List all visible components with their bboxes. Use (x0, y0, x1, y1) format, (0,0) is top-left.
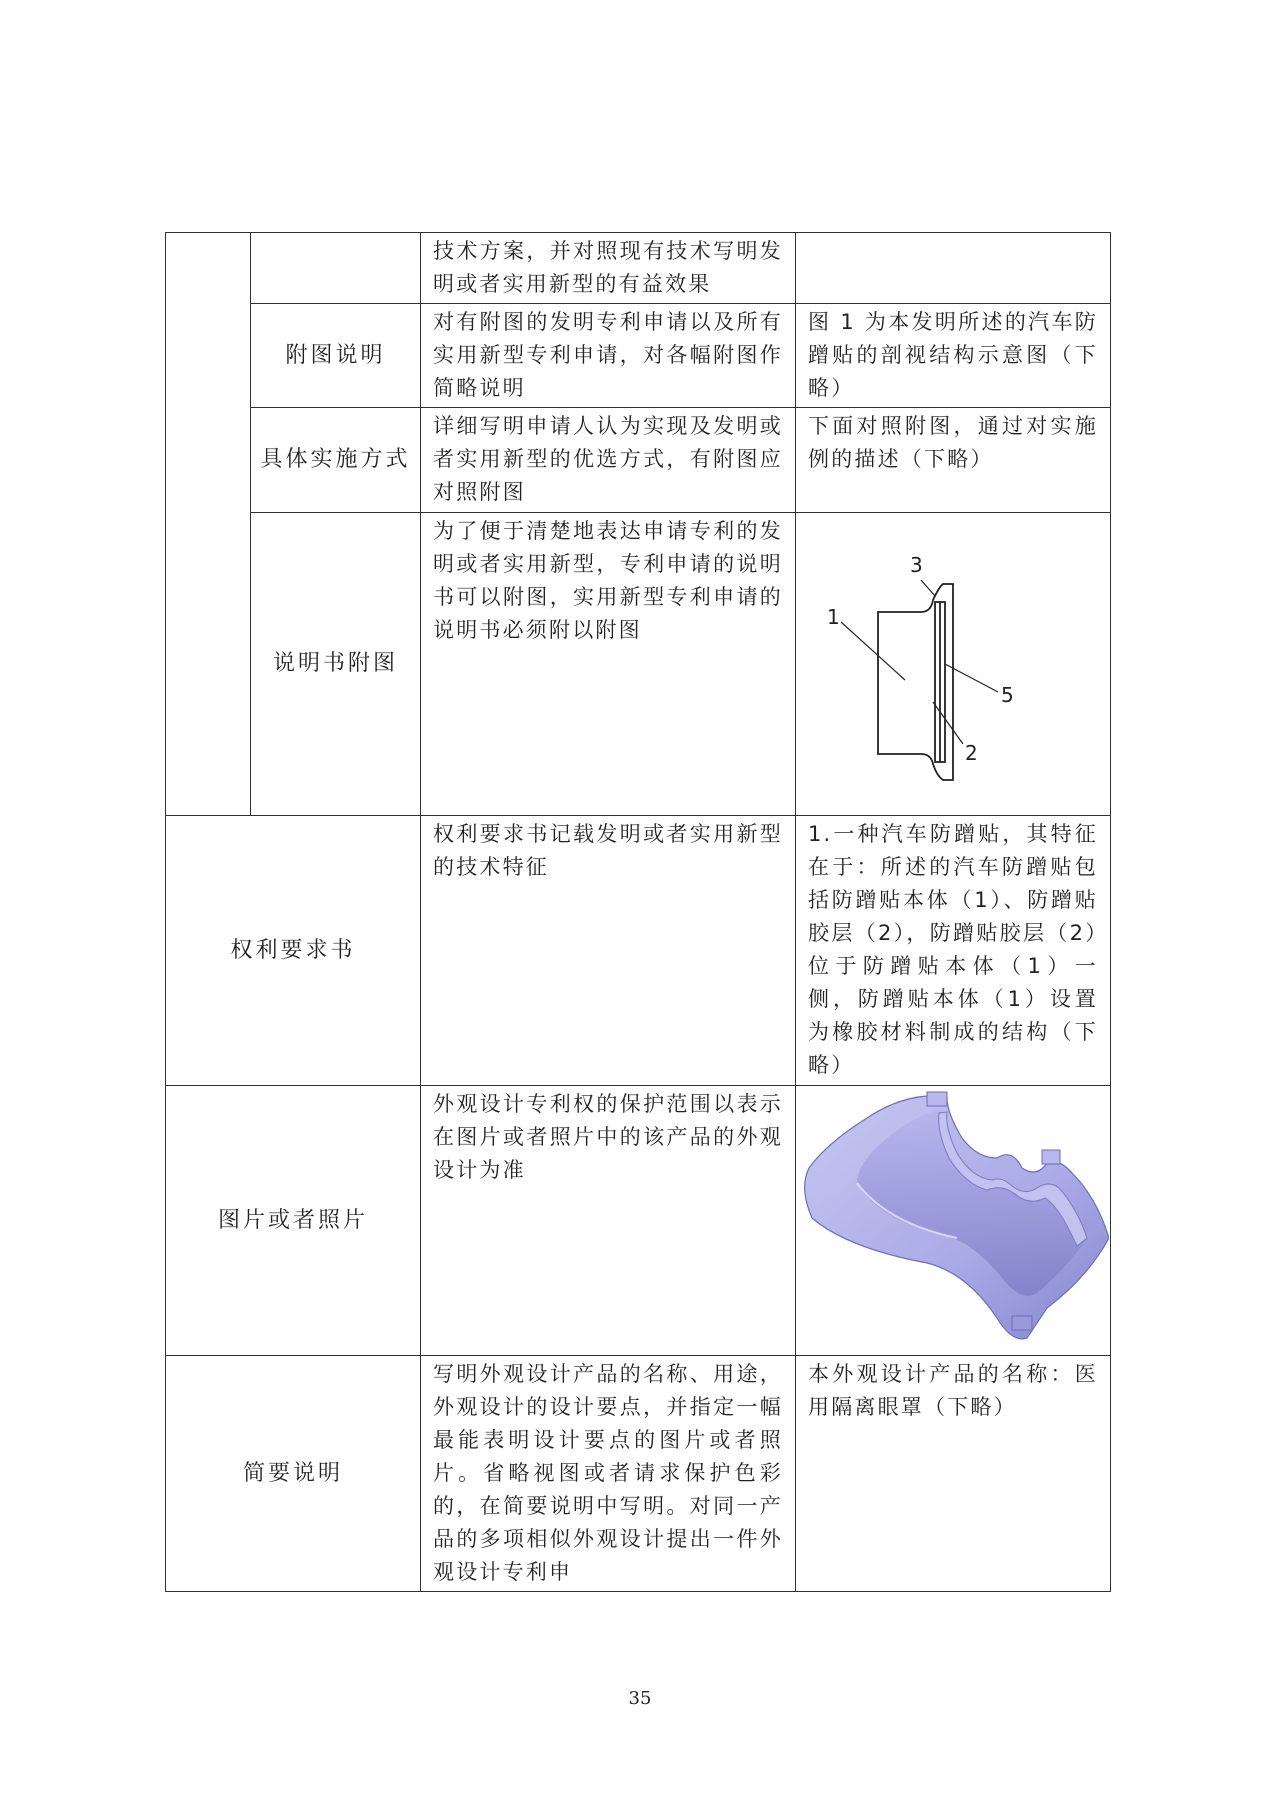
table-row (166, 233, 1111, 304)
table-row (166, 513, 1111, 816)
example-cell: 本外观设计产品的名称：医用隔离眼罩（下略） (796, 1356, 1111, 1592)
row-label-embodiment: 具体实施方式 (251, 408, 421, 513)
requirement-cell: 写明外观设计产品的名称、用途，外观设计的设计要点，并指定一幅最能表明设计要点的图片或者照片。省略视图或者请求保护色彩的，在简要说明中写明。对同一产品的多项相似外观设计提出一件外观设计专利申 (421, 1356, 796, 1592)
requirement-cell: 权利要求书记载发明或者实用新型的技术特征 (421, 816, 796, 1086)
row-label-brief-description: 简要说明 (166, 1356, 421, 1592)
requirement-cell: 对有附图的发明专利申请以及所有实用新型专利申请，对各幅附图作简略说明 (421, 304, 796, 408)
example-cell: 图 1 为本发明所述的汽车防蹭贴的剖视结构示意图（下略） (796, 304, 1111, 408)
figure-label-1: 1 (827, 605, 840, 629)
example-cell: 下面对照附图，通过对实施例的描述（下略） (796, 408, 1111, 513)
table-row (166, 1086, 1111, 1356)
table-row (166, 1356, 1111, 1592)
label-cell-empty (251, 233, 421, 304)
figure-label-5: 5 (1001, 683, 1014, 707)
page-number: 35 (628, 1688, 652, 1709)
example-cell (796, 233, 1111, 304)
figure-label-2: 2 (965, 741, 978, 765)
figure-label-3: 3 (910, 553, 923, 577)
table-row (166, 304, 1111, 408)
requirement-cell: 详细写明申请人认为实现及发明或者实用新型的优选方式，有附图应对照附图 (421, 408, 796, 513)
row-label-pictures: 图片或者照片 (166, 1086, 421, 1356)
table-row (166, 408, 1111, 513)
example-cell: 1.一种汽车防蹭贴，其特征在于：所述的汽车防蹭贴包括防蹭贴本体（1）、防蹭贴胶层（2），防蹭贴胶层（2）位于防蹭贴本体（1）一侧，防蹭贴本体（1）设置为橡胶材料制成的结构（下略） (796, 816, 1111, 1086)
patent-guide-table (165, 232, 1111, 1592)
row-label-claims: 权利要求书 (166, 816, 421, 1086)
requirement-cell: 技术方案，并对照现有技术写明发明或者实用新型的有益效果 (421, 233, 796, 304)
example-figure-cell (796, 513, 1111, 816)
cross-section-figure (803, 522, 1103, 802)
row-label-drawing-description: 附图说明 (251, 304, 421, 408)
requirement-cell: 外观设计专利权的保护范围以表示在图片或者照片中的该产品的外观设计为准 (421, 1086, 796, 1356)
row-label-drawings: 说明书附图 (251, 513, 421, 816)
section-cell-empty (166, 233, 251, 816)
table-row (166, 816, 1111, 1086)
example-image-cell (796, 1086, 1111, 1356)
eye-shield-render (797, 1088, 1109, 1350)
requirement-cell: 为了便于清楚地表达申请专利的发明或者实用新型，专利申请的说明书可以附图，实用新型专利申请的说明书必须附以附图 (421, 513, 796, 816)
